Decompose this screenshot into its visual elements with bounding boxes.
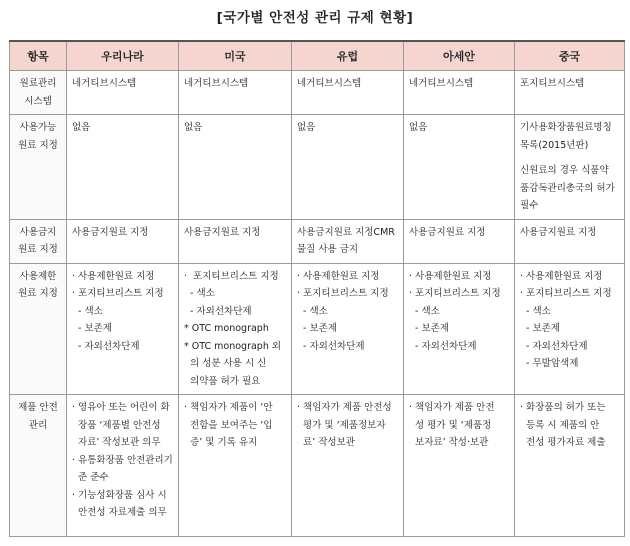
row-header-line: 원료관리 — [19, 78, 57, 89]
cell-line: 평가 및 ‘제품정보자 — [297, 419, 386, 431]
cell-line: - 자외선차단제 — [520, 340, 588, 352]
cell-line: · 포지티브리스트 지정 — [72, 288, 164, 299]
cell-product-safety-europe — [292, 395, 404, 537]
cell-raw-material-system-usa — [179, 71, 292, 115]
cell-line: * OTC monograph — [184, 323, 269, 334]
cell-line: 네거티브시스템 — [409, 78, 474, 89]
cell-usable-material-europe — [292, 115, 404, 220]
cell-line: 네거티브시스템 — [72, 78, 137, 89]
cell-line: · 사용제한원료 지정 — [72, 270, 155, 282]
cell-line: 등록 시 제품의 안 — [520, 419, 600, 431]
row-header-usable-material — [10, 115, 67, 220]
cell-line: · 책임자가 제품 안전 — [409, 402, 495, 413]
regulation-table — [9, 40, 625, 537]
cell-line: 사용금지원료 지정 — [520, 226, 597, 238]
cell-restricted-material-asean — [404, 263, 515, 395]
row-header-line: 원료 지정 — [18, 288, 58, 299]
cell-line: 없음 — [72, 122, 91, 133]
cell-line: 자료’ 작성보관 의무 — [72, 437, 161, 448]
table-row-restricted-material — [10, 263, 625, 395]
cell-banned-material-korea — [67, 219, 179, 263]
cell-raw-material-system-asean — [404, 71, 515, 115]
cell-line: * OTC monograph 외 — [184, 340, 282, 352]
cell-line: - 보존제 — [72, 323, 113, 334]
cell-restricted-material-china — [515, 263, 625, 395]
cell-line: 전함을 보여주는 ‘입 — [184, 419, 273, 431]
table-row-product-safety — [10, 395, 625, 537]
cell-line: · 포지티브리스트 지정 — [409, 288, 501, 299]
row-header-raw-material-system — [10, 71, 67, 115]
cell-usable-material-usa — [179, 115, 292, 220]
cell-raw-material-system-korea — [67, 71, 179, 115]
cell-banned-material-usa — [179, 219, 292, 263]
cell-banned-material-china — [515, 219, 625, 263]
cell-line: - 자외선차단제 — [184, 305, 252, 317]
cell-line: - 보존제 — [297, 323, 338, 334]
cell-line: 품감독관리총국의 허가 — [520, 182, 615, 194]
cell-line: 네거티브시스템 — [297, 78, 362, 89]
page-title: [국가별 안전성 관리 규제 현황] — [216, 10, 414, 26]
row-header-banned-material — [10, 219, 67, 263]
cell-line: · 기능성화장품 심사 시 — [72, 489, 167, 501]
cell-line: 사용금지원료 지정 — [184, 226, 261, 238]
cell-line: · 포지티브리스트 지정 — [297, 288, 389, 299]
row-header-line: 원료 지정 — [18, 244, 58, 255]
cell-product-safety-asean — [404, 395, 515, 537]
row-header-line: 사용금지 — [19, 226, 57, 238]
cell-line: 신원료의 경우 식품약 — [520, 165, 609, 176]
cell-line: · 사용제한원료 지정 — [409, 270, 492, 282]
cell-line: 안전성 자료제출 의무 — [72, 507, 167, 518]
cell-line: 없음 — [184, 122, 203, 133]
cell-line: - 보존제 — [409, 323, 450, 334]
table-header-row — [10, 41, 625, 71]
cell-line: 필수 — [520, 200, 539, 211]
cell-line: 물질 사용 금지 — [297, 244, 359, 255]
table-row-banned-material — [10, 219, 625, 263]
cell-restricted-material-korea — [67, 263, 179, 395]
cell-line: · 사용제한원료 지정 — [297, 270, 380, 282]
cell-restricted-material-usa — [179, 263, 292, 395]
cell-product-safety-china — [515, 395, 625, 537]
row-header-line: 사용가능 — [19, 122, 57, 133]
cell-line: 전성 평가자료 제출 — [520, 437, 606, 448]
cell-line: · 유통화장품 안전관리기 — [72, 454, 173, 466]
cell-line: 보자료’ 작성·보관 — [409, 437, 489, 448]
cell-line: - 자외선차단제 — [297, 340, 365, 352]
cell-line: · 책임자가 제품 안전성 — [297, 402, 392, 413]
row-header-line: 관리 — [28, 419, 48, 431]
cell-banned-material-europe — [292, 219, 404, 263]
cell-line: 료’ 작성보관 — [297, 437, 355, 448]
cell-line: 준 준수 — [72, 472, 109, 483]
cell-line: 없음 — [409, 122, 428, 133]
cell-line: · 책임자가 제품이 ‘안 — [184, 402, 273, 413]
cell-line: 장품 ‘제품별 안전성 — [72, 419, 161, 431]
cell-product-safety-korea — [67, 395, 179, 537]
cell-line: - 무발암색제 — [520, 358, 579, 369]
cell-line: - 색소 — [409, 305, 440, 317]
cell-line: 사용금지원료 지정CMR — [297, 226, 395, 238]
cell-line: - 색소 — [520, 305, 551, 317]
table-row-usable-material — [10, 115, 625, 220]
cell-raw-material-system-china — [515, 71, 625, 115]
cell-line: 목록(2015년판) — [520, 139, 589, 151]
cell-line: - 색소 — [184, 288, 215, 299]
cell-line: · 포지티브리스트 지정 — [520, 288, 612, 299]
cell-line: 기사용화장품원료명칭 — [520, 122, 612, 133]
row-header-restricted-material — [10, 263, 67, 395]
cell-line: 없음 — [297, 122, 316, 133]
column-header-asean: 아세안 — [404, 41, 515, 71]
column-header-item: 항목 — [10, 41, 67, 71]
cell-usable-material-asean — [404, 115, 515, 220]
row-header-product-safety — [10, 395, 67, 537]
cell-line: 의 성분 사용 시 신 — [184, 358, 267, 369]
column-header-europe: 유럽 — [292, 41, 404, 71]
cell-usable-material-korea — [67, 115, 179, 220]
column-header-china: 중국 — [515, 41, 625, 71]
cell-line: - 자외선차단제 — [409, 340, 477, 352]
cell-line: 사용금지원료 지정 — [409, 226, 486, 238]
cell-line: 의약품 허가 필요 — [184, 375, 261, 387]
column-header-korea: 우리나라 — [67, 41, 179, 71]
cell-raw-material-system-europe — [292, 71, 404, 115]
cell-banned-material-asean — [404, 219, 515, 263]
cell-product-safety-usa — [179, 395, 292, 537]
cell-line: · 화장품의 허가 또는 — [520, 402, 606, 413]
cell-line — [520, 154, 619, 162]
column-header-usa: 미국 — [179, 41, 292, 71]
cell-line: · 사용제한원료 지정 — [520, 270, 603, 282]
row-header-line: 제품 안전 — [18, 402, 58, 413]
table-row-raw-material-system — [10, 71, 625, 115]
cell-line: 포지티브시스템 — [520, 78, 585, 89]
cell-line: - 자외선차단제 — [72, 340, 140, 352]
cell-line: - 보존제 — [520, 323, 561, 334]
row-header-line: 시스템 — [24, 95, 52, 107]
cell-line: 네거티브시스템 — [184, 78, 249, 89]
row-header-line: 원료 지정 — [18, 139, 58, 151]
cell-restricted-material-europe — [292, 263, 404, 395]
cell-line: 성 평가 및 ‘제품정 — [409, 419, 492, 431]
cell-line: · 포지티브리스트 지정 — [184, 270, 279, 282]
cell-line: 사용금지원료 지정 — [72, 226, 149, 238]
cell-line: - 색소 — [297, 305, 328, 317]
cell-line: · 영유아 또는 어린이 화 — [72, 402, 170, 413]
cell-line: - 색소 — [72, 305, 103, 317]
cell-usable-material-china — [515, 115, 625, 220]
row-header-line: 사용제한 — [19, 270, 57, 282]
cell-line: 증’ 및 기록 유지 — [184, 437, 258, 448]
